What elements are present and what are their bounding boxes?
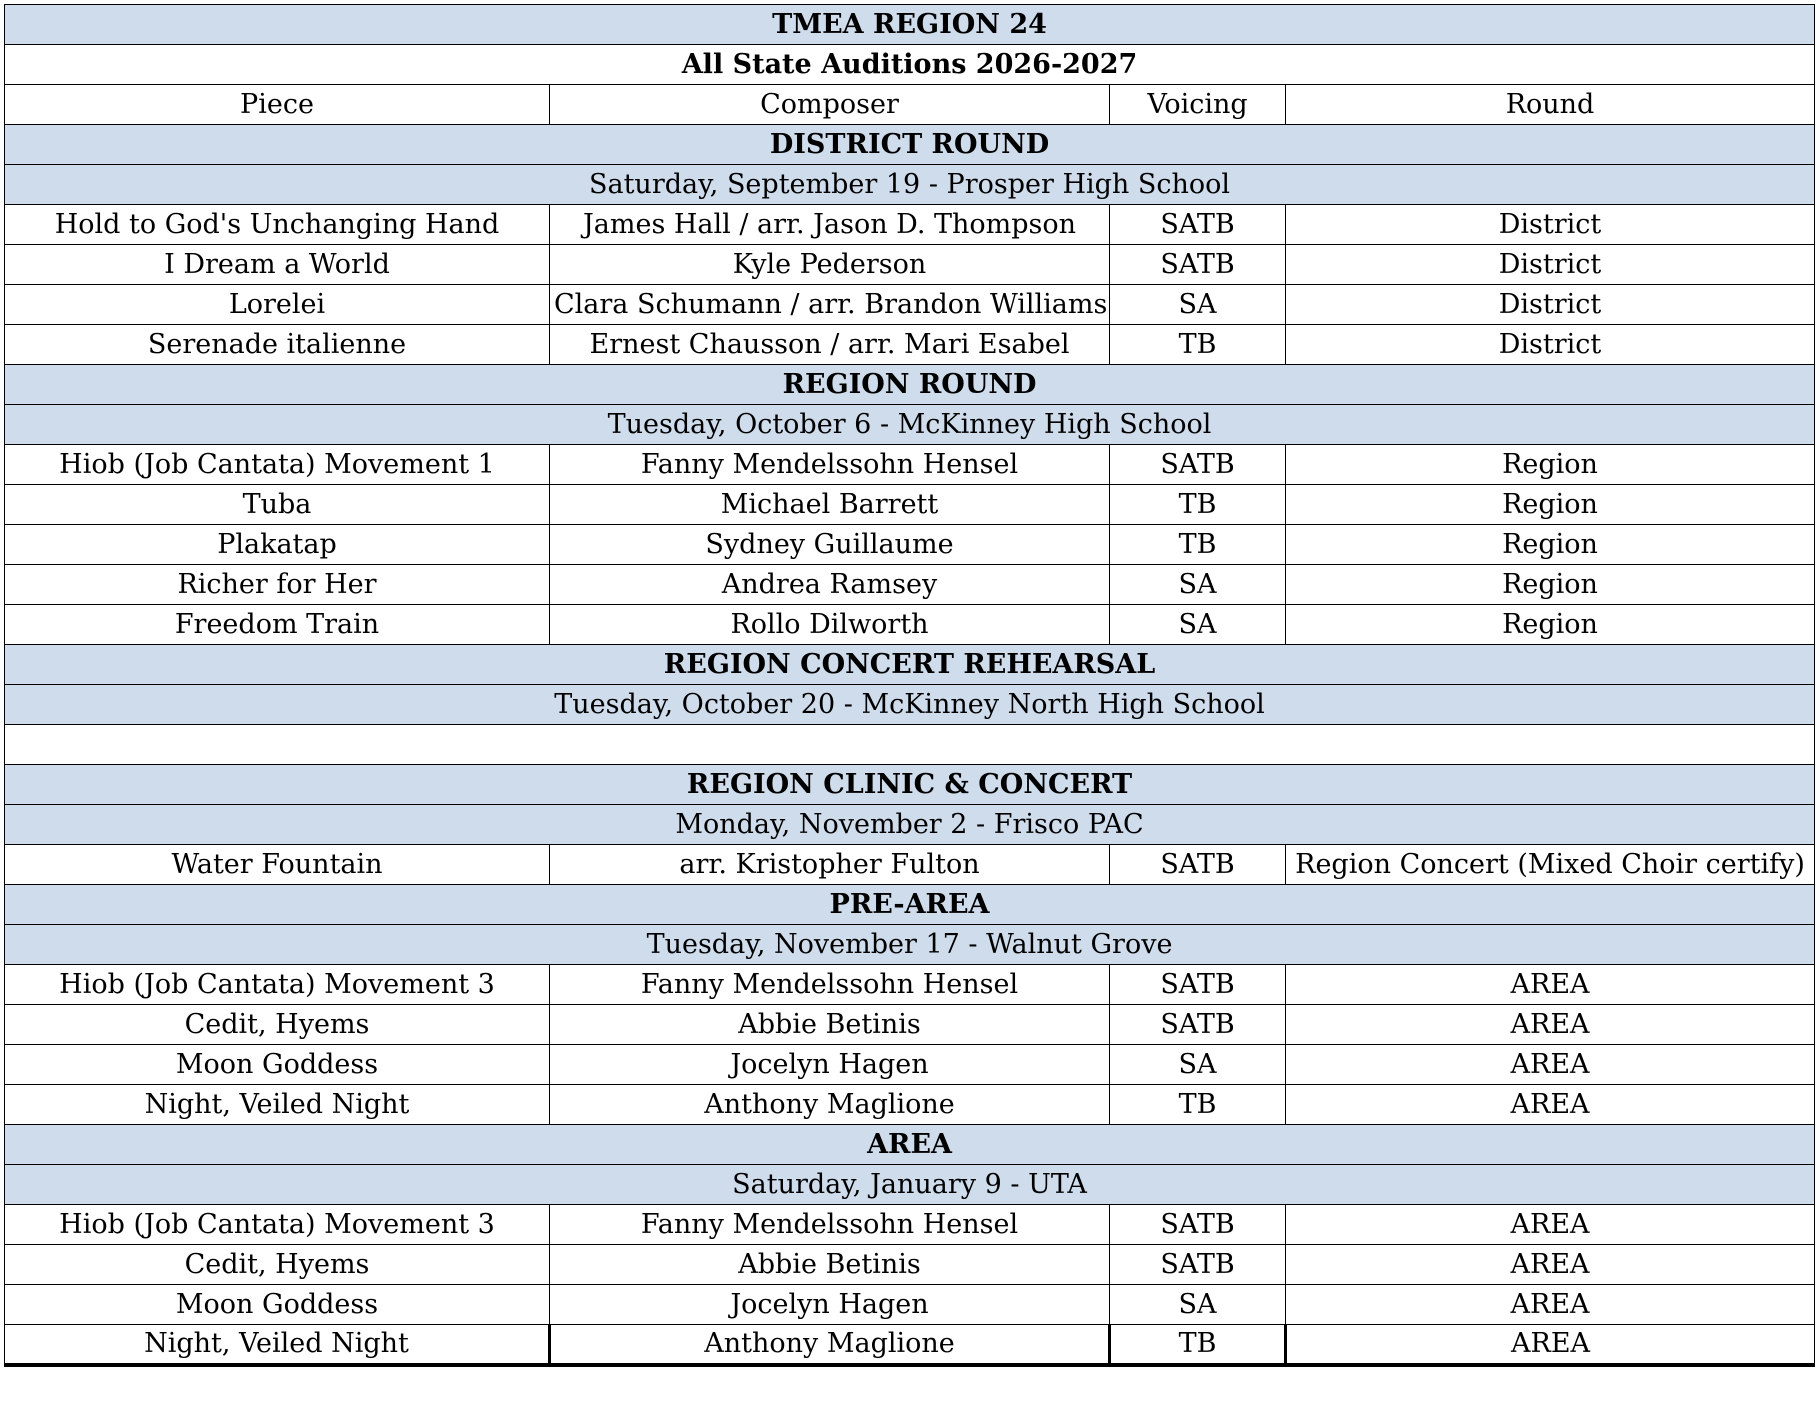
voicing-cell: SATB	[1110, 965, 1286, 1005]
section-date-row	[5, 405, 1815, 445]
round-cell: District	[1286, 205, 1815, 245]
subtitle-row	[5, 45, 1815, 85]
section-date-row	[5, 1165, 1815, 1205]
section-name: AREA	[5, 1125, 1815, 1165]
round-cell: AREA	[1286, 1085, 1815, 1125]
section-name: REGION CONCERT REHEARSAL	[5, 645, 1815, 685]
piece-cell: Water Fountain	[5, 845, 550, 885]
table-row	[5, 1005, 1815, 1045]
round-cell: AREA	[1286, 1005, 1815, 1045]
voicing-cell: SA	[1110, 1285, 1286, 1325]
table-body	[5, 5, 1815, 1365]
section-date-location: Tuesday, November 17 - Walnut Grove	[5, 925, 1815, 965]
round-cell: Region	[1286, 525, 1815, 565]
table-row	[5, 485, 1815, 525]
round-cell: Region	[1286, 485, 1815, 525]
piece-cell: Freedom Train	[5, 605, 550, 645]
piece-cell: Moon Goddess	[5, 1285, 550, 1325]
round-cell: AREA	[1286, 1205, 1815, 1245]
composer-cell: Jocelyn Hagen	[550, 1285, 1110, 1325]
composer-cell: Fanny Mendelssohn Hensel	[550, 965, 1110, 1005]
section-header-row	[5, 125, 1815, 165]
sheet-subtitle: All State Auditions 2026-2027	[5, 45, 1815, 85]
piece-cell: Richer for Her	[5, 565, 550, 605]
round-cell: Region	[1286, 445, 1815, 485]
voicing-cell: SATB	[1110, 445, 1286, 485]
section-name: REGION CLINIC & CONCERT	[5, 765, 1815, 805]
composer-cell: Andrea Ramsey	[550, 565, 1110, 605]
composer-cell: Anthony Maglione	[550, 1085, 1110, 1125]
table-row	[5, 845, 1815, 885]
composer-cell: Anthony Maglione	[550, 1325, 1110, 1365]
piece-cell: Moon Goddess	[5, 1045, 550, 1085]
table-row	[5, 1285, 1815, 1325]
piece-cell: Serenade italienne	[5, 325, 550, 365]
section-date-row	[5, 805, 1815, 845]
section-date-location: Saturday, January 9 - UTA	[5, 1165, 1815, 1205]
section-header-row	[5, 765, 1815, 805]
blank-row	[5, 725, 1815, 765]
round-cell: Region	[1286, 565, 1815, 605]
round-cell: District	[1286, 245, 1815, 285]
round-cell: AREA	[1286, 1045, 1815, 1085]
table-row	[5, 285, 1815, 325]
round-cell: AREA	[1286, 1285, 1815, 1325]
piece-cell: Night, Veiled Night	[5, 1085, 550, 1125]
section-header-row	[5, 365, 1815, 405]
section-date-location: Tuesday, October 20 - McKinney North High School	[5, 685, 1815, 725]
voicing-cell: TB	[1110, 1325, 1286, 1365]
table-row	[5, 605, 1815, 645]
table-row	[5, 325, 1815, 365]
voicing-cell: TB	[1110, 1085, 1286, 1125]
voicing-cell: SA	[1110, 605, 1286, 645]
table-row	[5, 245, 1815, 285]
section-header-row	[5, 885, 1815, 925]
table-row	[5, 965, 1815, 1005]
section-date-row	[5, 165, 1815, 205]
table-row	[5, 445, 1815, 485]
voicing-cell: SATB	[1110, 1245, 1286, 1285]
section-date-row	[5, 925, 1815, 965]
voicing-cell: SATB	[1110, 245, 1286, 285]
round-cell: AREA	[1286, 965, 1815, 1005]
composer-cell: Clara Schumann / arr. Brandon Williams	[550, 285, 1110, 325]
section-name: REGION ROUND	[5, 365, 1815, 405]
column-header-composer: Composer	[550, 85, 1110, 125]
table-row	[5, 205, 1815, 245]
composer-cell: Kyle Pederson	[550, 245, 1110, 285]
composer-cell: Ernest Chausson / arr. Mari Esabel	[550, 325, 1110, 365]
voicing-cell: SA	[1110, 565, 1286, 605]
column-header-round: Round	[1286, 85, 1815, 125]
composer-cell: Michael Barrett	[550, 485, 1110, 525]
section-name: DISTRICT ROUND	[5, 125, 1815, 165]
composer-cell: Rollo Dilworth	[550, 605, 1110, 645]
column-header-voicing: Voicing	[1110, 85, 1286, 125]
table-row	[5, 1045, 1815, 1085]
section-date-location: Saturday, September 19 - Prosper High School	[5, 165, 1815, 205]
piece-cell: Hiob (Job Cantata) Movement 1	[5, 445, 550, 485]
composer-cell: Sydney Guillaume	[550, 525, 1110, 565]
piece-cell: Lorelei	[5, 285, 550, 325]
table-row	[5, 1325, 1815, 1365]
table-row	[5, 1085, 1815, 1125]
voicing-cell: SATB	[1110, 845, 1286, 885]
piece-cell: Cedit, Hyems	[5, 1005, 550, 1045]
round-cell: AREA	[1286, 1325, 1815, 1365]
section-date-row	[5, 685, 1815, 725]
table-row	[5, 565, 1815, 605]
table-row	[5, 1205, 1815, 1245]
table-row	[5, 525, 1815, 565]
composer-cell: Fanny Mendelssohn Hensel	[550, 445, 1110, 485]
section-name: PRE-AREA	[5, 885, 1815, 925]
voicing-cell: SATB	[1110, 1205, 1286, 1245]
piece-cell: Cedit, Hyems	[5, 1245, 550, 1285]
piece-cell: Hiob (Job Cantata) Movement 3	[5, 1205, 550, 1245]
title-row	[5, 5, 1815, 45]
piece-cell: Hiob (Job Cantata) Movement 3	[5, 965, 550, 1005]
composer-cell: Abbie Betinis	[550, 1005, 1110, 1045]
piece-cell: I Dream a World	[5, 245, 550, 285]
piece-cell: Tuba	[5, 485, 550, 525]
voicing-cell: TB	[1110, 525, 1286, 565]
composer-cell: arr. Kristopher Fulton	[550, 845, 1110, 885]
composer-cell: Abbie Betinis	[550, 1245, 1110, 1285]
voicing-cell: TB	[1110, 485, 1286, 525]
audition-schedule-table	[4, 4, 1815, 1367]
section-date-location: Monday, November 2 - Frisco PAC	[5, 805, 1815, 845]
section-header-row	[5, 645, 1815, 685]
voicing-cell: SATB	[1110, 1005, 1286, 1045]
voicing-cell: SA	[1110, 1045, 1286, 1085]
round-cell: District	[1286, 285, 1815, 325]
composer-cell: James Hall / arr. Jason D. Thompson	[550, 205, 1110, 245]
section-header-row	[5, 1125, 1815, 1165]
blank-cell	[5, 725, 1815, 765]
piece-cell: Plakatap	[5, 525, 550, 565]
column-header-row	[5, 85, 1815, 125]
piece-cell: Hold to God's Unchanging Hand	[5, 205, 550, 245]
composer-cell: Jocelyn Hagen	[550, 1045, 1110, 1085]
composer-cell: Fanny Mendelssohn Hensel	[550, 1205, 1110, 1245]
column-header-piece: Piece	[5, 85, 550, 125]
section-date-location: Tuesday, October 6 - McKinney High School	[5, 405, 1815, 445]
round-cell: AREA	[1286, 1245, 1815, 1285]
voicing-cell: SA	[1110, 285, 1286, 325]
piece-cell: Night, Veiled Night	[5, 1325, 550, 1365]
table-row	[5, 1245, 1815, 1285]
voicing-cell: SATB	[1110, 205, 1286, 245]
sheet-title: TMEA REGION 24	[5, 5, 1815, 45]
round-cell: Region	[1286, 605, 1815, 645]
round-cell: Region Concert (Mixed Choir certify)	[1286, 845, 1815, 885]
round-cell: District	[1286, 325, 1815, 365]
voicing-cell: TB	[1110, 325, 1286, 365]
